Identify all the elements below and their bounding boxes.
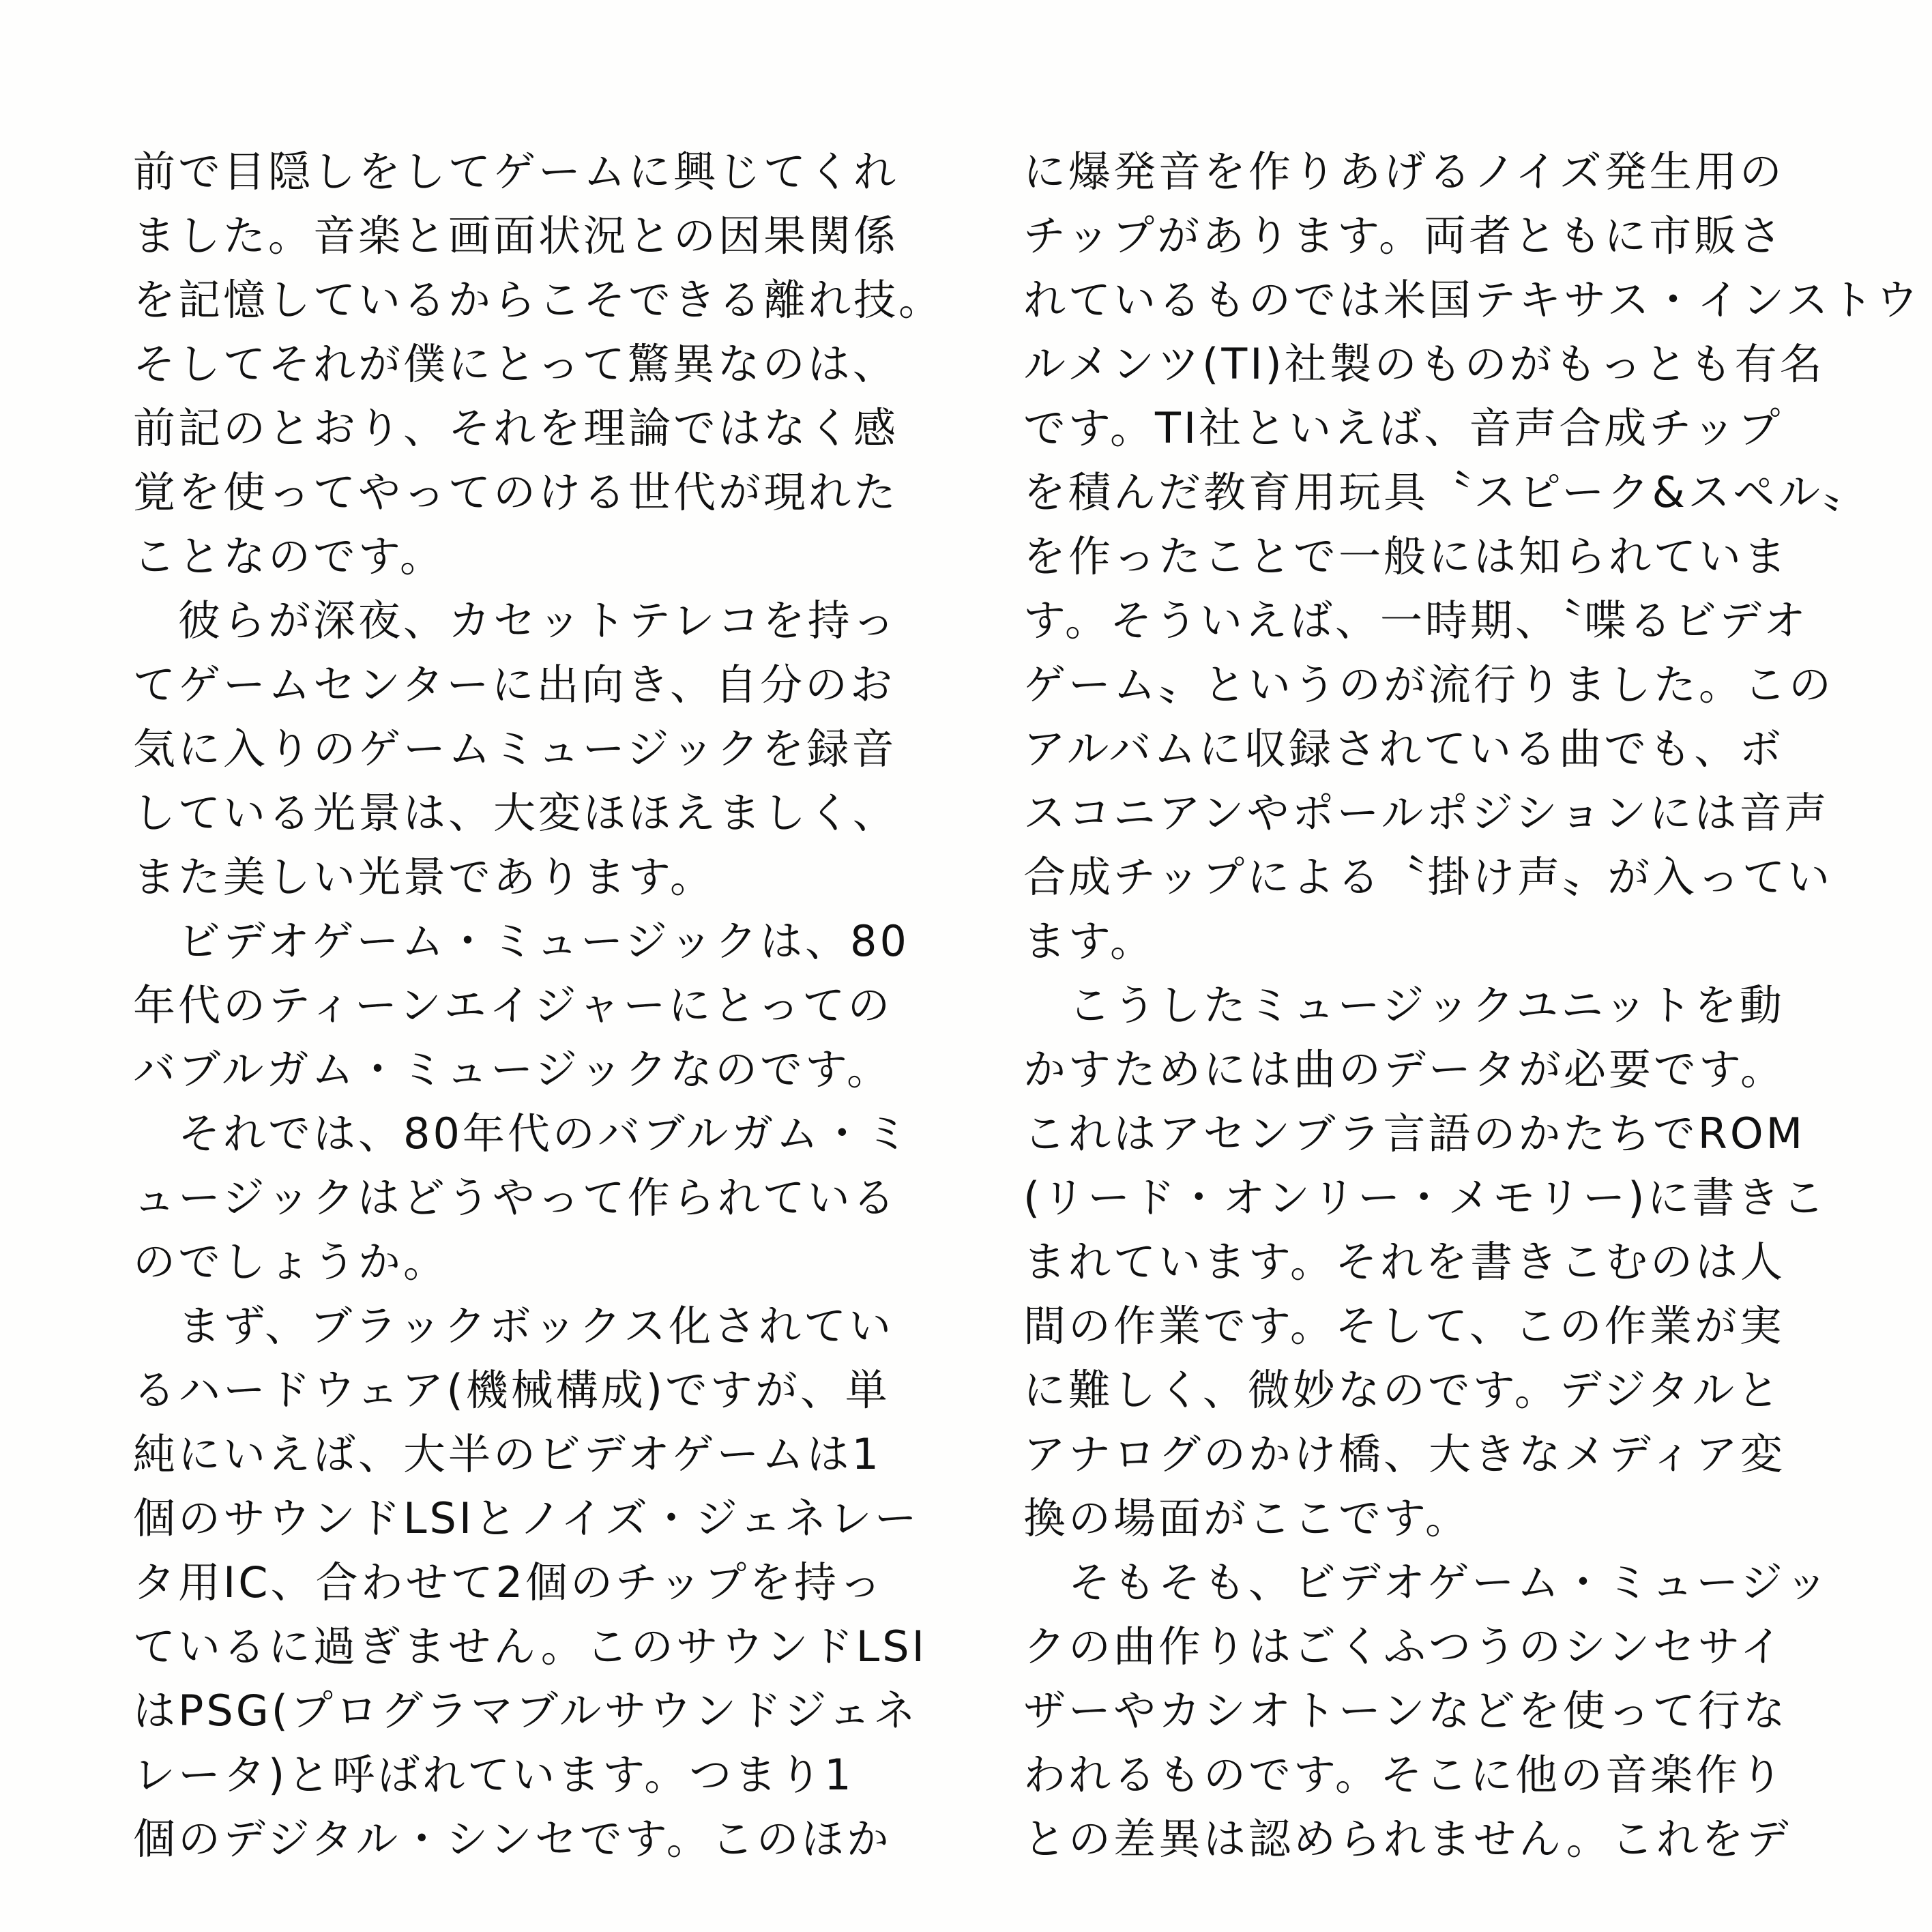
text-line: また美しい光景であります。 <box>133 852 716 902</box>
text-line: こうしたミュージックユニットを動 <box>1068 980 1785 1030</box>
text-line: アナログのかけ橋、大きなメディア変 <box>1023 1429 1786 1479</box>
text-line: ているに過ぎません。このサウンドLSI <box>133 1622 927 1671</box>
text-line: ます。 <box>1023 916 1156 966</box>
text-line: レータ)と呼ばれています。つまり1 <box>133 1750 854 1800</box>
text-line: ことなのです。 <box>133 531 445 581</box>
text-line: 年代のティーンエイジャーにとっての <box>133 980 893 1030</box>
text-line: 個のサウンドLSIとノイズ・ジェネレー <box>133 1493 920 1543</box>
text-line: ゲーム〟というのが流行りました。この <box>1023 660 1834 709</box>
text-line: スコニアンやポールポジションには音声 <box>1023 788 1830 838</box>
text-line: クの曲作りはごくふつうのシンセサイ <box>1023 1622 1785 1671</box>
text-line: タ用IC、合わせて2個のチップを持っ <box>133 1557 885 1607</box>
text-line: ルメンツ(TI)社製のものがもっとも有名 <box>1023 339 1825 389</box>
text-line: まず、ブラックボックス化されてい <box>178 1301 894 1351</box>
text-line: を積んだ教育用玩具〝スピーク&スペル〟 <box>1023 467 1868 517</box>
text-line: を作ったことで一般には知られていま <box>1023 531 1789 581</box>
text-line: かすためには曲のデータが必要です。 <box>1023 1044 1786 1094</box>
text-line: 個のデジタル・シンセです。このほか <box>133 1814 892 1864</box>
text-line: れているものでは米国テキサス・インストウ <box>1023 275 1921 325</box>
text-line: 前で目隠しをしてゲームに興じてくれ <box>133 147 899 196</box>
text-line: のでしょうか。 <box>133 1237 449 1287</box>
text-line: です。TI社といえば、音声合成チップ <box>1023 403 1783 453</box>
text-line: ました。音楽と画面状況との因果関係 <box>133 211 899 261</box>
text-line: はPSG(プログラマブルサウンドジェネ <box>133 1686 919 1736</box>
text-line: に難しく、微妙なのです。デジタルと <box>1023 1365 1783 1415</box>
text-line: 彼らが深夜、カセットテレコを持っ <box>178 596 898 645</box>
text-line: 前記のとおり、それを理論ではなく感 <box>133 403 899 453</box>
text-line: ザーやカシオトーンなどを使って行な <box>1023 1686 1788 1736</box>
left-text-column <box>133 140 944 1871</box>
text-line: を記憶しているからこそできる離れ技。 <box>133 275 944 325</box>
text-line: アルバムに収録されている曲でも、ボ <box>1023 724 1785 774</box>
text-line: に爆発音を作りあげるノイズ発生用の <box>1023 147 1785 196</box>
text-line: そしてそれが僕にとって驚異なのは、 <box>133 339 898 389</box>
text-line: 純にいえば、大半のビデオゲームは1 <box>133 1429 881 1479</box>
text-line: (リード・オンリー・メモリー)に書きこ <box>1023 1173 1828 1223</box>
text-line: チップがあります。両者ともに市販さ <box>1023 211 1785 261</box>
text-line: るハードウェア(機械構成)ですが、単 <box>133 1365 890 1415</box>
text-line: まれています。それを書きこむのは人 <box>1023 1237 1786 1287</box>
text-line: バブルガム・ミュージックなのです。 <box>133 1044 892 1094</box>
text-line: それでは、80年代のバブルガム・ミ <box>178 1109 911 1158</box>
text-line: そもそも、ビデオゲーム・ミュージッ <box>1068 1557 1831 1607</box>
text-line: している光景は、大変ほほえましく、 <box>133 788 898 838</box>
text-line: 覚を使ってやってのける世代が現れた <box>133 467 899 517</box>
text-line: 間の作業です。そして、この作業が実 <box>1023 1301 1785 1351</box>
text-line: ュージックはどうやって作られている <box>133 1173 898 1223</box>
text-line: われるものです。そこに他の音楽作り <box>1023 1750 1786 1800</box>
text-line: との差異は認められません。これをデ <box>1023 1814 1791 1864</box>
text-line: これはアセンブラ言語のかたちでROM <box>1023 1109 1806 1158</box>
text-line: 換の場面がここです。 <box>1023 1493 1471 1543</box>
text-line: ビデオゲーム・ミュージックは、80 <box>178 916 909 966</box>
text-line: 気に入りのゲームミュージックを録音 <box>133 724 897 774</box>
text-line: 合成チップによる〝掛け声〟が入ってい <box>1023 852 1833 902</box>
text-line: てゲームセンターに出向き、自分のお <box>133 660 896 709</box>
text-line: す。そういえば、一時期、〝喋るビデオ <box>1023 596 1809 645</box>
right-text-column <box>1023 140 1921 1871</box>
